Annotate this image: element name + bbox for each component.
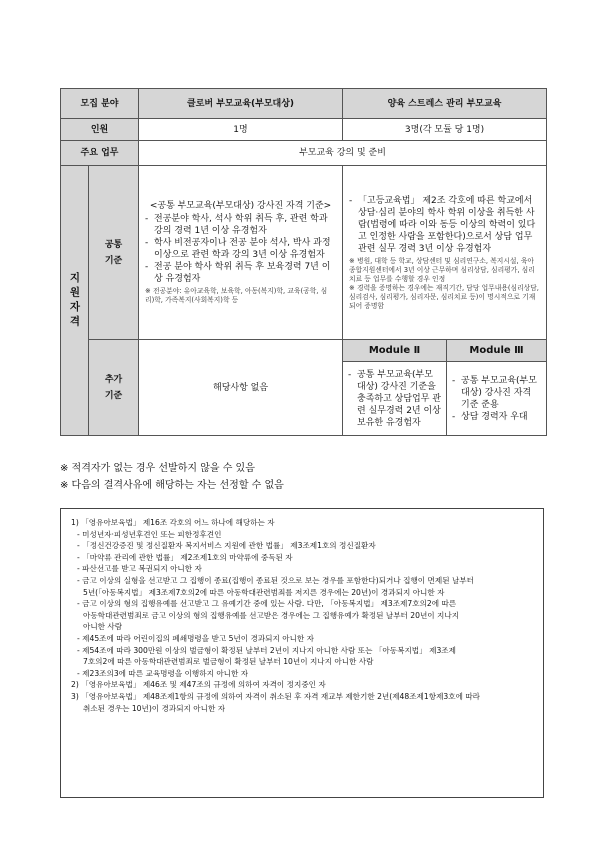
disq-line: 아니한 사람 — [83, 622, 123, 632]
list-item: - 「고등교육법」 제2조 각호에 따른 학교에서 상담·심리 분야의 학사 학위 이상을 취득한 사람(법령에 따라 이와 동등 이상의 학력이 있다고 인정한 사람을 포함한다)으로서 상담 업무 관련 실무 경력 3년 이상 유경험자 — [349, 195, 540, 255]
notes — [60, 460, 284, 494]
list-item: - 학사 비전공자이나 전공 분야 석사, 박사 과정 이상으로 관련 학과 강의 3년 이상 유경험자 — [145, 237, 336, 261]
disq-line: - 제54조에 따라 300만원 이상의 벌금형이 확정된 날부터 2년이 지나지 아니한 사람 또는 「아동복지법」 제3조제 — [77, 645, 456, 655]
staff-stress: 3명(각 모듈 당 1명) — [343, 119, 547, 141]
disq-line: - 파산선고를 받고 복권되지 아니한 자 — [77, 564, 202, 574]
module3-list — [452, 375, 541, 423]
header-stress: 양육 스트레스 관리 부모교육 — [343, 89, 547, 119]
clover-major-note: ※ 전공분야: 유아교육학, 보육학, 아동(복지)학, 교육(공학, 심리)학, 가족복지(사회복지)학 등 — [145, 287, 328, 304]
extra-label: 추가 기준 — [89, 340, 139, 436]
qualification-cell — [61, 166, 89, 436]
disq-line: - 금고 이상의 형의 집행유예를 선고받고 그 유예기간 중에 있는 사람. 다만, 「아동복지법」 제3조제7호의2에 따른 — [77, 599, 457, 609]
common-clover — [139, 166, 343, 340]
disq-line: - 금고 이상의 실형을 선고받고 그 집행이 종료(집행이 종료된 것으로 보는 경우를 포함한다)되거나 집행이 면제된 날부터 — [77, 575, 474, 585]
disq-line: - 「마약류 관리에 관한 법률」 제2조제1호의 마약류에 중독된 자 — [77, 552, 293, 562]
stress-note-1-text: 병원, 대학 등 학교, 상담센터 및 심리연구소, 복지시설, 육아종합지원센터에서 3년 이상 근무하며 심리상담, 심리평가, 심리치료 등 업무를 수행할 경우 인정 — [349, 256, 535, 283]
list-item: - 전공분야 학사, 석사 학위 취득 후, 관련 학과 강의 경력 1년 이상 유경험자 — [145, 213, 336, 237]
header-field: 모집 분야 — [61, 89, 139, 119]
list-item: - 상담 경력자 우대 — [452, 411, 541, 423]
staff-clover: 1명 — [139, 119, 343, 141]
qualification-label: 지원자격 — [68, 271, 81, 330]
disq-line: - 「정신건강증진 및 정신질환자 복지서비스 지원에 관한 법률」 제3조제1호의 정신질환자 — [77, 541, 376, 551]
list-item: - 전공 분야 학사 학위 취득 후 보육경력 7년 이상 유경험자 — [145, 261, 336, 285]
duty-label: 주요 업무 — [61, 141, 139, 166]
recruitment-table — [60, 88, 547, 436]
header-clover: 클로버 부모교육(부모대상) — [139, 89, 343, 119]
clover-criteria-title: <공통 부모교육(부모대상) 강사진 자격 기준> — [149, 201, 332, 211]
stress-note-1: ※ 병원, 대학 등 학교, 상담센터 및 심리연구소, 복지시설, 육아종합지원센터에서 3년 이상 근무하며 심리상담, 심리평가, 심리치료 등 업무를 수행할 경우 인정 — [349, 256, 535, 283]
disq-line: 1) 「영유아보육법」 제16조 각호의 어느 하나에 해당하는 자 — [71, 518, 275, 527]
disq-line: - 제23조의3에 따른 교육명령을 이행하지 아니한 자 — [77, 668, 249, 678]
module2-list — [348, 369, 441, 429]
module2-title: Module Ⅱ — [343, 340, 447, 362]
clover-criteria-list — [145, 213, 336, 285]
list-item: - 공통 부모교육(부모대상) 강사진 기준을 충족하고 상담업무 관련 실무경력 2년 이상 보유한 유경험자 — [348, 369, 441, 429]
disqualification-box — [60, 508, 544, 798]
staff-label: 인원 — [61, 119, 139, 141]
module3-title: Module Ⅲ — [447, 340, 547, 362]
disq-line: 취소된 경우는 10년)이 경과되지 아니한 자 — [83, 703, 226, 713]
note-line: ※ 다음의 결격사유에 해당하는 자는 선정할 수 없음 — [60, 480, 284, 491]
stress-criteria-list — [349, 195, 540, 255]
disq-line: 2) 「영유아보육법」 제46조 및 제47조의 규정에 의하여 자격이 정지중인 자 — [71, 680, 326, 690]
module3-criteria — [447, 362, 547, 436]
list-item: - 공통 부모교육(부모대상) 강사진 자격 기준 준용 — [452, 375, 541, 411]
disq-line: 5년(「아동복지법」 제3조제7호의2에 따른 아동학대관련범죄를 저지른 경우에는 20년)이 경과되지 아니한 자 — [83, 587, 445, 597]
duty-value: 부모교육 강의 및 준비 — [139, 141, 547, 166]
note-line: ※ 적격자가 없는 경우 선발하지 않을 수 있음 — [60, 463, 255, 474]
disq-line: - 미성년자·피성년후견인 또는 피한정후견인 — [77, 529, 222, 539]
extra-clover: 해당사항 없음 — [139, 340, 343, 436]
stress-note-2-text: 경력을 증명하는 경우에는 재직기간, 담당 업무내용(심리상담, 심리검사, 심리평가, 심리자문, 심리치료 등)이 명시적으로 기재되어 증명함 — [349, 283, 539, 310]
disq-line: 3) 「영유아보육법」 제48조제1항의 규정에 의하여 자격이 취소된 후 자격 재교부 제한기한 2년(제48조제1항제3호에 따라 — [71, 691, 480, 701]
common-label: 공통 기준 — [89, 166, 139, 340]
stress-note-2: ※ 경력을 증명하는 경우에는 재직기간, 담당 업무내용(심리상담, 심리검사, 심리평가, 심리자문, 심리치료 등)이 명시적으로 기재되어 증명함 — [349, 283, 539, 310]
disq-line: 아동학대관련범죄로 금고 이상의 형의 집행유예를 선고받은 경우에는 그 집행유예가 확정된 날부터 20년이 지나지 — [83, 610, 460, 620]
module2-criteria — [343, 362, 447, 436]
clover-major-note-text: 전공분야: 유아교육학, 보육학, 아동(복지)학, 교육(공학, 심리)학, 가족복지(사회복지)학 등 — [145, 287, 328, 304]
common-stress — [343, 166, 547, 340]
disq-line: - 제45조에 따라 어린이집의 폐쇄명령을 받고 5년이 경과되지 아니한 자 — [77, 633, 315, 643]
disq-line: 7호의2에 따른 아동학대관련범죄로 벌금형이 확정된 날부터 10년이 지나지 아니한 사람 — [83, 657, 374, 667]
